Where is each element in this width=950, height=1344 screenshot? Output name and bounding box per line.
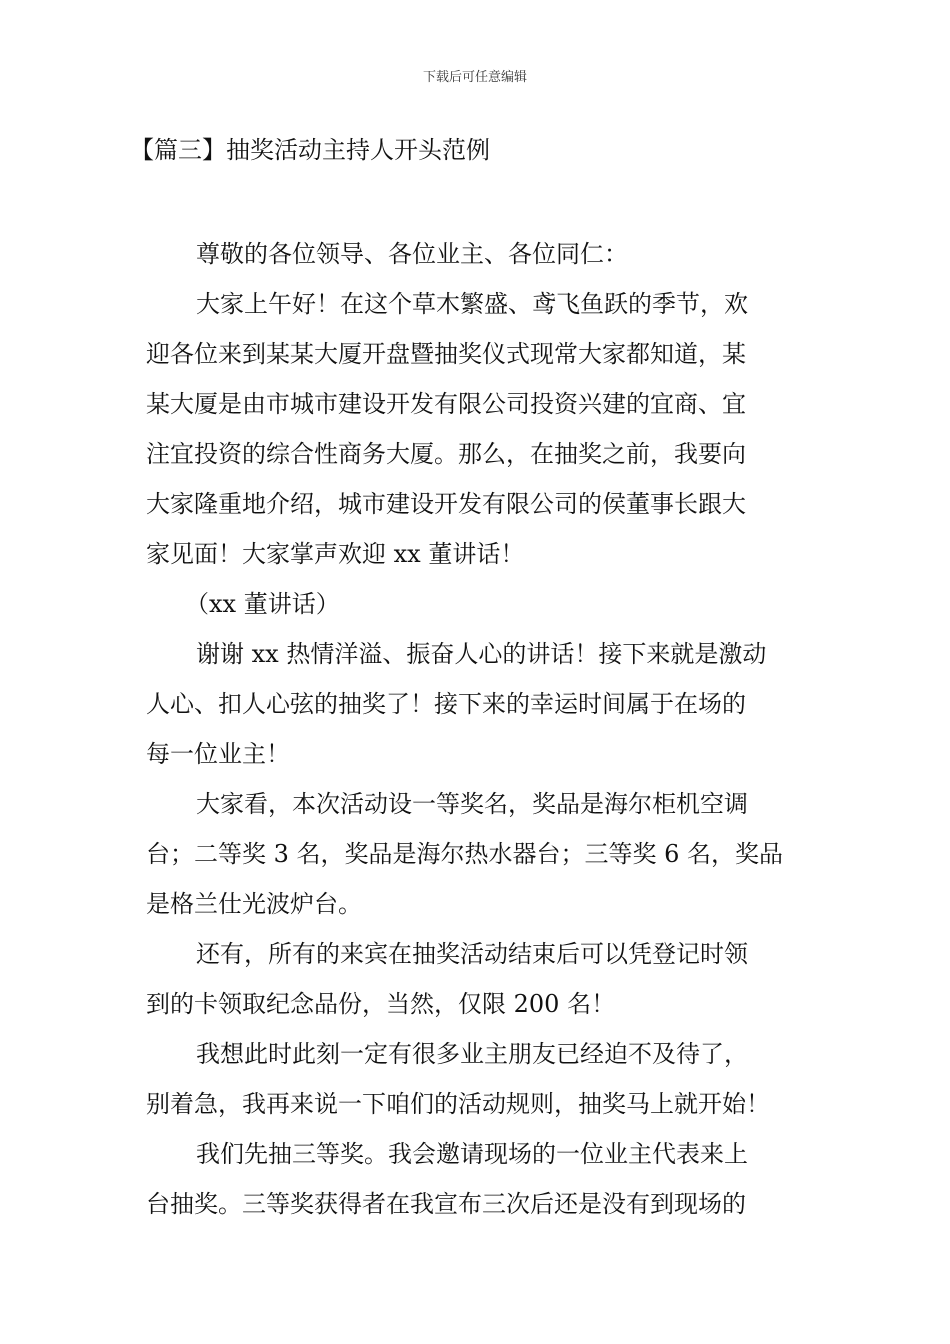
paragraph-line: 大家看，本次活动设一等奖名，奖品是海尔柜机空调 [196, 790, 748, 818]
page-header: 下载后可任意编辑 [422, 70, 527, 85]
paragraph-line: 还有，所有的来宾在抽奖活动结束后可以凭登记时领 [196, 940, 748, 968]
paragraph-line: 谢谢 xx 热情洋溢、振奋人心的讲话！接下来就是激动 [196, 640, 767, 668]
paragraph-line: 大家上午好！在这个草木繁盛、鸢飞鱼跃的季节，欢 [196, 290, 748, 318]
paragraph-line: 大家隆重地介绍，城市建设开发有限公司的侯董事长跟大 [146, 490, 746, 518]
paragraph-line: 别着急，我再来说一下咱们的活动规则，抽奖马上就开始！ [146, 1090, 770, 1118]
paragraph-line: 台抽奖。三等奖获得者在我宣布三次后还是没有到现场的 [146, 1190, 746, 1218]
paragraph-line: 注宜投资的综合性商务大厦。那么，在抽奖之前，我要向 [146, 440, 746, 468]
stage-direction: （xx 董讲话） [185, 590, 340, 618]
greeting-line: 尊敬的各位领导、各位业主、各位同仁： [196, 240, 628, 268]
paragraph-line: 台；二等奖 3 名，奖品是海尔热水器台；三等奖 6 名，奖品 [146, 840, 784, 868]
paragraph-line: 到的卡领取纪念品份，当然，仅限 200 名！ [146, 990, 616, 1018]
paragraph-line: 是格兰仕光波炉台。 [146, 890, 362, 918]
paragraph-line: 我想此时此刻一定有很多业主朋友已经迫不及待了， [196, 1040, 748, 1068]
paragraph-line: 家见面！大家掌声欢迎 xx 董讲话！ [146, 540, 525, 568]
paragraph-line: 迎各位来到某某大厦开盘暨抽奖仪式现常大家都知道，某 [146, 340, 746, 368]
paragraph-line: 人心、扣人心弦的抽奖了！接下来的幸运时间属于在场的 [146, 690, 746, 718]
paragraph-line: 某大厦是由市城市建设开发有限公司投资兴建的宜商、宜 [146, 390, 746, 418]
paragraph-line: 我们先抽三等奖。我会邀请现场的一位业主代表来上 [196, 1140, 748, 1168]
section-title: 【篇三】抽奖活动主持人开头范例 [130, 136, 490, 164]
paragraph-line: 每一位业主！ [146, 740, 290, 768]
